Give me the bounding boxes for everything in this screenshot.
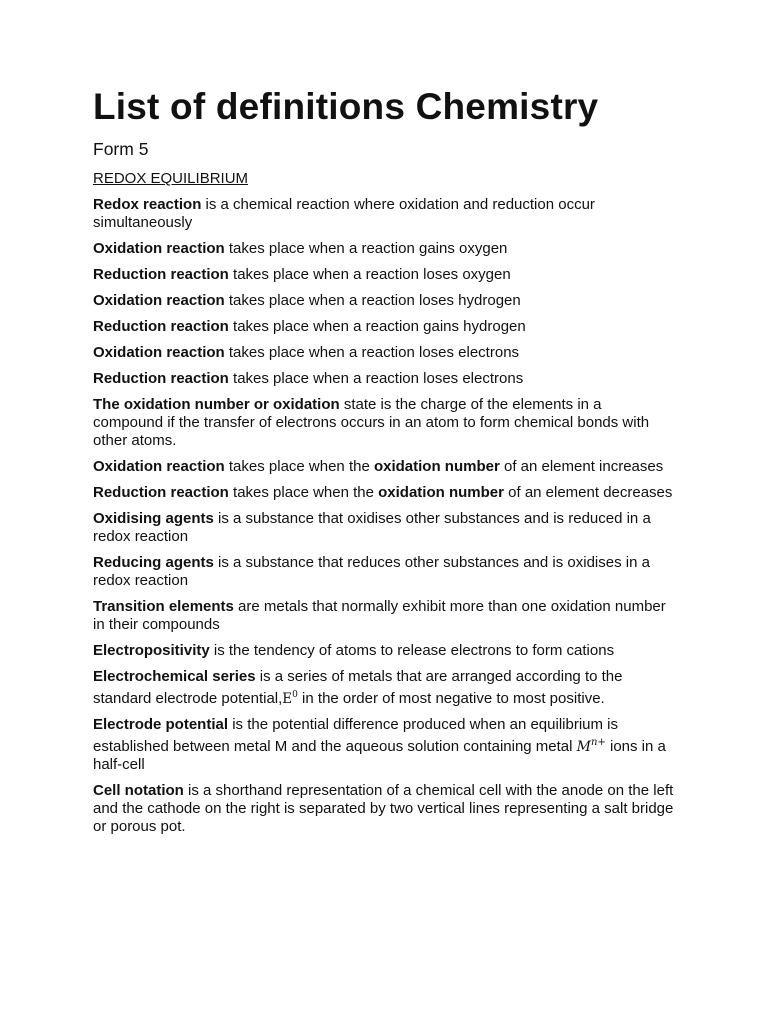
definition-oxidation-gains-oxygen — [93, 240, 674, 258]
definition-electropositivity — [93, 642, 674, 660]
page-title: List of definitions Chemistry — [93, 86, 599, 127]
definition-term: Electrochemical series — [93, 668, 256, 685]
definition-reduction-loses-electrons — [93, 370, 674, 388]
definition-oxidising-agents — [93, 510, 674, 546]
definition-text: takes place when a reaction gains hydrogen — [228, 318, 526, 335]
definition-text: is a substance that reduces other substances and is oxidises in a redox reaction — [93, 554, 650, 589]
definition-oxidation-number-increases — [93, 458, 674, 476]
definition-text: takes place when a reaction loses electrons — [224, 344, 520, 361]
section-heading: REDOX EQUILIBRIUM — [93, 170, 249, 187]
definition-term: Reduction reaction — [93, 370, 229, 387]
symbol-superscript: n+ — [591, 737, 606, 748]
standard-potential-symbol — [282, 691, 298, 707]
definition-text: is a series of metals that are arranged according to the standard electrode potential, — [93, 668, 623, 707]
definition-text: takes place when the — [228, 484, 379, 501]
definition-text-tail: of an element decreases — [503, 484, 673, 501]
definition-term: Reduction reaction — [93, 484, 229, 501]
definition-text: takes place when a reaction loses oxygen — [228, 266, 511, 283]
definition-transition-elements — [93, 598, 674, 634]
symbol-superscript: 0 — [292, 690, 298, 700]
definition-text: takes place when a reaction gains oxygen — [224, 240, 508, 257]
definition-term: Oxidation reaction — [93, 292, 225, 309]
definition-reduction-gains-hydrogen — [93, 318, 674, 336]
definition-term-inline: oxidation number — [373, 458, 500, 475]
definition-text: is a shorthand representation of a chemical cell with the anode on the left and the cathode on the right is separated by two vertical lines representing a salt bridge or porous pot. — [93, 782, 674, 835]
definition-cell-notation — [93, 782, 674, 836]
definition-term: Redox reaction — [93, 196, 202, 213]
definition-electrode-potential — [93, 716, 674, 774]
definition-redox-reaction — [93, 196, 674, 232]
definition-term: Transition elements — [93, 598, 234, 615]
definition-term: The oxidation number or oxidation — [93, 396, 340, 413]
definition-text: takes place when a reaction loses electrons — [228, 370, 524, 387]
definition-term: Electrode potential — [93, 716, 229, 733]
definition-text-tail: of an element increases — [499, 458, 664, 475]
metal-ion-symbol — [577, 739, 606, 755]
definition-oxidation-number — [93, 396, 674, 450]
definition-term: Reduction reaction — [93, 318, 229, 335]
definition-text: are metals that normally exhibit more than one oxidation number in their compounds — [93, 598, 666, 633]
definition-term: Cell notation — [93, 782, 184, 799]
definition-oxidation-loses-electrons — [93, 344, 674, 362]
definition-electrochemical-series — [93, 668, 674, 708]
page-subtitle: Form 5 — [93, 139, 149, 159]
definition-reduction-loses-oxygen — [93, 266, 674, 284]
definition-text: state is the charge of the elements in a compound if the transfer of electrons occurs in an atom to form chemical bonds with other atoms. — [93, 396, 650, 449]
definition-term: Reducing agents — [93, 554, 214, 571]
definition-text-tail: in the order of most negative to most positive. — [297, 690, 605, 707]
definition-term: Electropositivity — [93, 642, 210, 659]
definition-text: is the tendency of atoms to release electrons to form cations — [209, 642, 615, 659]
symbol-base: M — [576, 739, 591, 755]
definition-term: Oxidation reaction — [93, 344, 225, 361]
definition-term: Oxidation reaction — [93, 458, 225, 475]
definition-oxidation-number-decreases — [93, 484, 674, 502]
definition-term: Reduction reaction — [93, 266, 229, 283]
definition-term: Oxidising agents — [93, 510, 214, 527]
definition-text: is the potential difference produced when an equilibrium is established between metal M and the aqueous solution containing metal — [93, 716, 618, 755]
definition-text: takes place when the — [224, 458, 374, 475]
definition-text: is a substance that oxidises other substances and is reduced in a redox reaction — [93, 510, 651, 545]
definition-oxidation-loses-hydrogen — [93, 292, 674, 310]
definition-text-tail: ions in a half-cell — [93, 738, 666, 773]
definition-text: takes place when a reaction loses hydrogen — [224, 292, 521, 309]
definition-text: is a chemical reaction where oxidation and reduction occur simultaneously — [93, 196, 595, 231]
symbol-base: E — [282, 691, 293, 707]
definition-term-inline: oxidation number — [378, 484, 504, 501]
definition-reducing-agents — [93, 554, 674, 590]
definition-term: Oxidation reaction — [93, 240, 225, 257]
